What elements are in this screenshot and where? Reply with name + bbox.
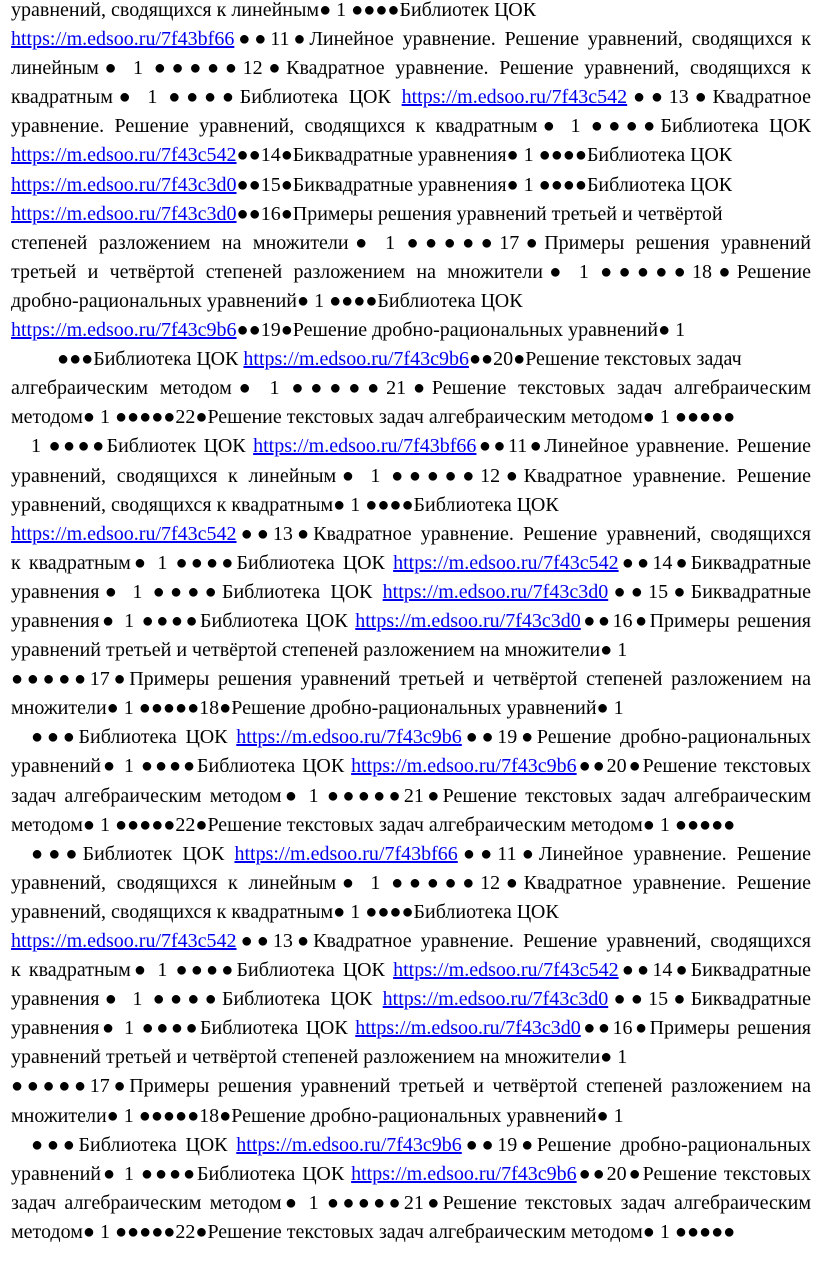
text-line xyxy=(11,956,811,985)
text-segment: ●●16●Примеры решения уравнений третьей и четвёртой xyxy=(236,202,723,225)
text-segment: уравнений, сводящихся к квадратным● 1 ●●●●Библиотека ЦОК xyxy=(11,900,559,923)
resource-link[interactable]: https://m.edsoo.ru/7f43bf66 xyxy=(253,435,477,458)
text-line xyxy=(11,752,811,781)
text-line xyxy=(11,723,811,752)
text-segment: ●●●●●17●Примеры решения уравнений третьей и четвёртой степеней разложением на xyxy=(11,1075,811,1098)
text-segment: уравнения● 1 ●●●●Библиотека ЦОК xyxy=(11,988,383,1011)
text-line xyxy=(11,171,811,200)
text-line xyxy=(11,345,811,374)
text-segment: ●●14●Биквадратные xyxy=(618,551,811,574)
text-line xyxy=(11,636,811,665)
text-segment: задач алгебраическим методом● 1 ●●●●●21●Решение текстовых задач алгебраическим xyxy=(11,784,811,807)
text-line xyxy=(11,316,811,345)
document-body xyxy=(11,0,811,1247)
text-line xyxy=(11,782,811,811)
text-segment: множители● 1 ●●●●●18●Решение дробно-рациональных уравнений● 1 xyxy=(11,1104,624,1127)
text-segment: ●●11●Линейное уравнение. Решение xyxy=(457,842,811,865)
text-segment: ●●19●Решение дробно-рациональных xyxy=(461,1133,811,1156)
text-segment: ●●13●Квадратное уравнение. Решение уравнений, сводящихся xyxy=(236,930,811,952)
text-line xyxy=(11,607,811,636)
resource-link[interactable]: https://m.edsoo.ru/7f43c542 xyxy=(393,551,619,574)
text-segment: ●●●Библиотека ЦОК xyxy=(31,726,237,749)
resource-link[interactable]: https://m.edsoo.ru/7f43c3d0 xyxy=(355,609,581,632)
text-segment: ●●●●●17●Примеры решения уравнений третьей и четвёртой степеней разложением на xyxy=(11,668,811,691)
text-line xyxy=(11,665,811,694)
resource-link[interactable]: https://m.edsoo.ru/7f43bf66 xyxy=(11,28,235,51)
text-segment: ●●13●Квадратное уравнение. Решение уравнений, сводящихся xyxy=(236,522,811,545)
text-line xyxy=(11,1218,811,1247)
resource-link[interactable]: https://m.edsoo.ru/7f43c542 xyxy=(11,144,237,167)
text-segment: уравнение. Решение уравнений, сводящихся к квадратным● 1 ●●●●Библиотека ЦОК xyxy=(11,115,811,138)
text-line xyxy=(11,374,811,403)
resource-link[interactable]: https://m.edsoo.ru/7f43c3d0 xyxy=(382,988,609,1011)
text-line xyxy=(11,229,811,258)
text-segment: уравнений, сводящихся к линейным● 1 ●●●●Библиотек ЦОК xyxy=(11,0,537,21)
resource-link[interactable]: https://m.edsoo.ru/7f43c9b6 xyxy=(236,1133,462,1156)
text-line xyxy=(11,258,811,287)
text-line xyxy=(11,927,811,956)
text-segment: ●●11●Линейное уравнение. Решение xyxy=(476,435,811,458)
text-segment: ●●●Библиотека ЦОК xyxy=(57,348,244,371)
text-line xyxy=(11,200,811,229)
text-line xyxy=(11,1072,811,1101)
text-segment: ●●14●Биквадратные xyxy=(618,959,811,982)
text-segment: дробно-рациональных уравнений● 1 ●●●●Библиотека ЦОК xyxy=(11,289,523,312)
text-line xyxy=(11,1043,811,1072)
text-line xyxy=(11,1014,811,1043)
text-segment: ●●●Библиотек ЦОК xyxy=(31,842,235,865)
text-line xyxy=(11,83,811,112)
text-segment: методом● 1 ●●●●●22●Решение текстовых задач алгебраическим методом● 1 ●●●●● xyxy=(11,1220,736,1243)
text-line xyxy=(11,520,811,549)
text-segment: уравнений, сводящихся к квадратным● 1 ●●●●Библиотека ЦОК xyxy=(11,493,559,516)
text-line xyxy=(11,54,811,83)
text-line xyxy=(11,840,811,869)
text-line xyxy=(11,811,811,840)
text-line xyxy=(11,1102,811,1131)
text-line xyxy=(11,287,811,316)
resource-link[interactable]: https://m.edsoo.ru/7f43c9b6 xyxy=(351,755,577,778)
text-segment: третьей и четвёртой степеней разложением на множители● 1 ●●●●●18●Решение xyxy=(11,260,811,283)
resource-link[interactable]: https://m.edsoo.ru/7f43c9b6 xyxy=(236,726,462,749)
text-segment: линейным● 1 ●●●●●12●Квадратное уравнение. Решение уравнений, сводящихся к xyxy=(11,57,811,80)
text-segment: к квадратным● 1 ●●●●Библиотека ЦОК xyxy=(11,551,394,574)
text-line xyxy=(11,432,811,461)
text-segment: ●●20●Решение текстовых xyxy=(576,1162,811,1185)
text-segment: ●●14●Биквадратные уравнения● 1 ●●●●Библиотека ЦОК xyxy=(236,144,733,167)
resource-link[interactable]: https://m.edsoo.ru/7f43c3d0 xyxy=(382,580,609,603)
resource-link[interactable]: https://m.edsoo.ru/7f43bf66 xyxy=(234,842,458,865)
text-segment: степеней разложением на множители● 1 ●●●●●17●Примеры решения уравнений xyxy=(11,231,811,254)
resource-link[interactable]: https://m.edsoo.ru/7f43c542 xyxy=(401,86,628,109)
text-segment: ●●●Библиотека ЦОК xyxy=(31,1133,237,1156)
text-line xyxy=(11,403,811,432)
text-segment: уравнений● 1 ●●●●Библиотека ЦОК xyxy=(11,1162,352,1185)
text-line xyxy=(11,141,811,170)
text-line xyxy=(11,578,811,607)
text-line xyxy=(11,869,811,898)
text-segment: ●●20●Решение текстовых xyxy=(576,755,811,778)
text-line xyxy=(11,491,811,520)
text-segment: ●●15●Биквадратные xyxy=(608,580,811,603)
text-segment: уравнения● 1 ●●●●Библиотека ЦОК xyxy=(11,609,356,632)
text-line xyxy=(11,1131,811,1160)
text-segment: уравнений, сводящихся к линейным● 1 ●●●●●12●Квадратное уравнение. Решение xyxy=(11,871,811,894)
text-segment: 1 ●●●●Библиотек ЦОК xyxy=(31,435,254,458)
text-line xyxy=(11,985,811,1014)
resource-link[interactable]: https://m.edsoo.ru/7f43c542 xyxy=(11,930,237,952)
text-line xyxy=(11,462,811,491)
text-line xyxy=(11,1189,811,1218)
text-segment: квадратным● 1 ●●●●Библиотека ЦОК xyxy=(11,86,402,109)
text-segment: уравнения● 1 ●●●●Библиотека ЦОК xyxy=(11,580,383,603)
text-segment: ●●15●Биквадратные xyxy=(608,988,811,1011)
resource-link[interactable]: https://m.edsoo.ru/7f43c9b6 xyxy=(243,348,469,371)
resource-link[interactable]: https://m.edsoo.ru/7f43c3d0 xyxy=(11,173,237,196)
text-segment: уравнений● 1 ●●●●Библиотека ЦОК xyxy=(11,755,352,778)
text-segment: ●●11●Линейное уравнение. Решение уравнений, сводящихся к xyxy=(234,28,811,51)
resource-link[interactable]: https://m.edsoo.ru/7f43c9b6 xyxy=(351,1162,577,1185)
text-segment: ●●20●Решение текстовых задач xyxy=(468,348,742,371)
text-line xyxy=(11,25,811,54)
resource-link[interactable]: https://m.edsoo.ru/7f43c3d0 xyxy=(11,202,237,225)
resource-link[interactable]: https://m.edsoo.ru/7f43c542 xyxy=(11,522,237,545)
text-line xyxy=(11,112,811,141)
text-line xyxy=(11,898,811,927)
text-segment: задач алгебраическим методом● 1 ●●●●●21●Решение текстовых задач алгебраическим xyxy=(11,1191,811,1214)
resource-link[interactable]: https://m.edsoo.ru/7f43c542 xyxy=(393,959,619,982)
text-segment: ●●19●Решение дробно-рациональных xyxy=(461,726,811,749)
text-segment: множители● 1 ●●●●●18●Решение дробно-рациональных уравнений● 1 xyxy=(11,697,624,720)
text-segment: методом● 1 ●●●●●22●Решение текстовых задач алгебраическим методом● 1 ●●●●● xyxy=(11,406,736,429)
text-line xyxy=(11,0,811,25)
text-line xyxy=(11,549,811,578)
text-segment: уравнений третьей и четвёртой степеней разложением на множители● 1 xyxy=(11,639,628,662)
text-segment: уравнений, сводящихся к линейным● 1 ●●●●●12●Квадратное уравнение. Решение xyxy=(11,464,811,487)
text-line xyxy=(11,1160,811,1189)
text-segment: уравнения● 1 ●●●●Библиотека ЦОК xyxy=(11,1017,356,1040)
text-segment: уравнений третьей и четвёртой степеней разложением на множители● 1 xyxy=(11,1046,628,1069)
text-segment: алгебраическим методом● 1 ●●●●●21●Решение текстовых задач алгебраическим xyxy=(11,377,811,400)
text-segment: методом● 1 ●●●●●22●Решение текстовых задач алгебраическим методом● 1 ●●●●● xyxy=(11,813,736,836)
text-segment: к квадратным● 1 ●●●●Библиотека ЦОК xyxy=(11,959,394,982)
text-segment: ●●15●Биквадратные уравнения● 1 ●●●●Библиотека ЦОК xyxy=(236,173,733,196)
text-segment: ●●16●Примеры решения xyxy=(580,609,811,632)
text-segment: ●●19●Решение дробно-рациональных уравнений● 1 xyxy=(236,319,686,342)
resource-link[interactable]: https://m.edsoo.ru/7f43c9b6 xyxy=(11,319,237,342)
text-segment: ●●16●Примеры решения xyxy=(580,1017,811,1040)
resource-link[interactable]: https://m.edsoo.ru/7f43c3d0 xyxy=(355,1017,581,1040)
text-line xyxy=(11,694,811,723)
text-segment: ●●13●Квадратное xyxy=(627,86,811,109)
